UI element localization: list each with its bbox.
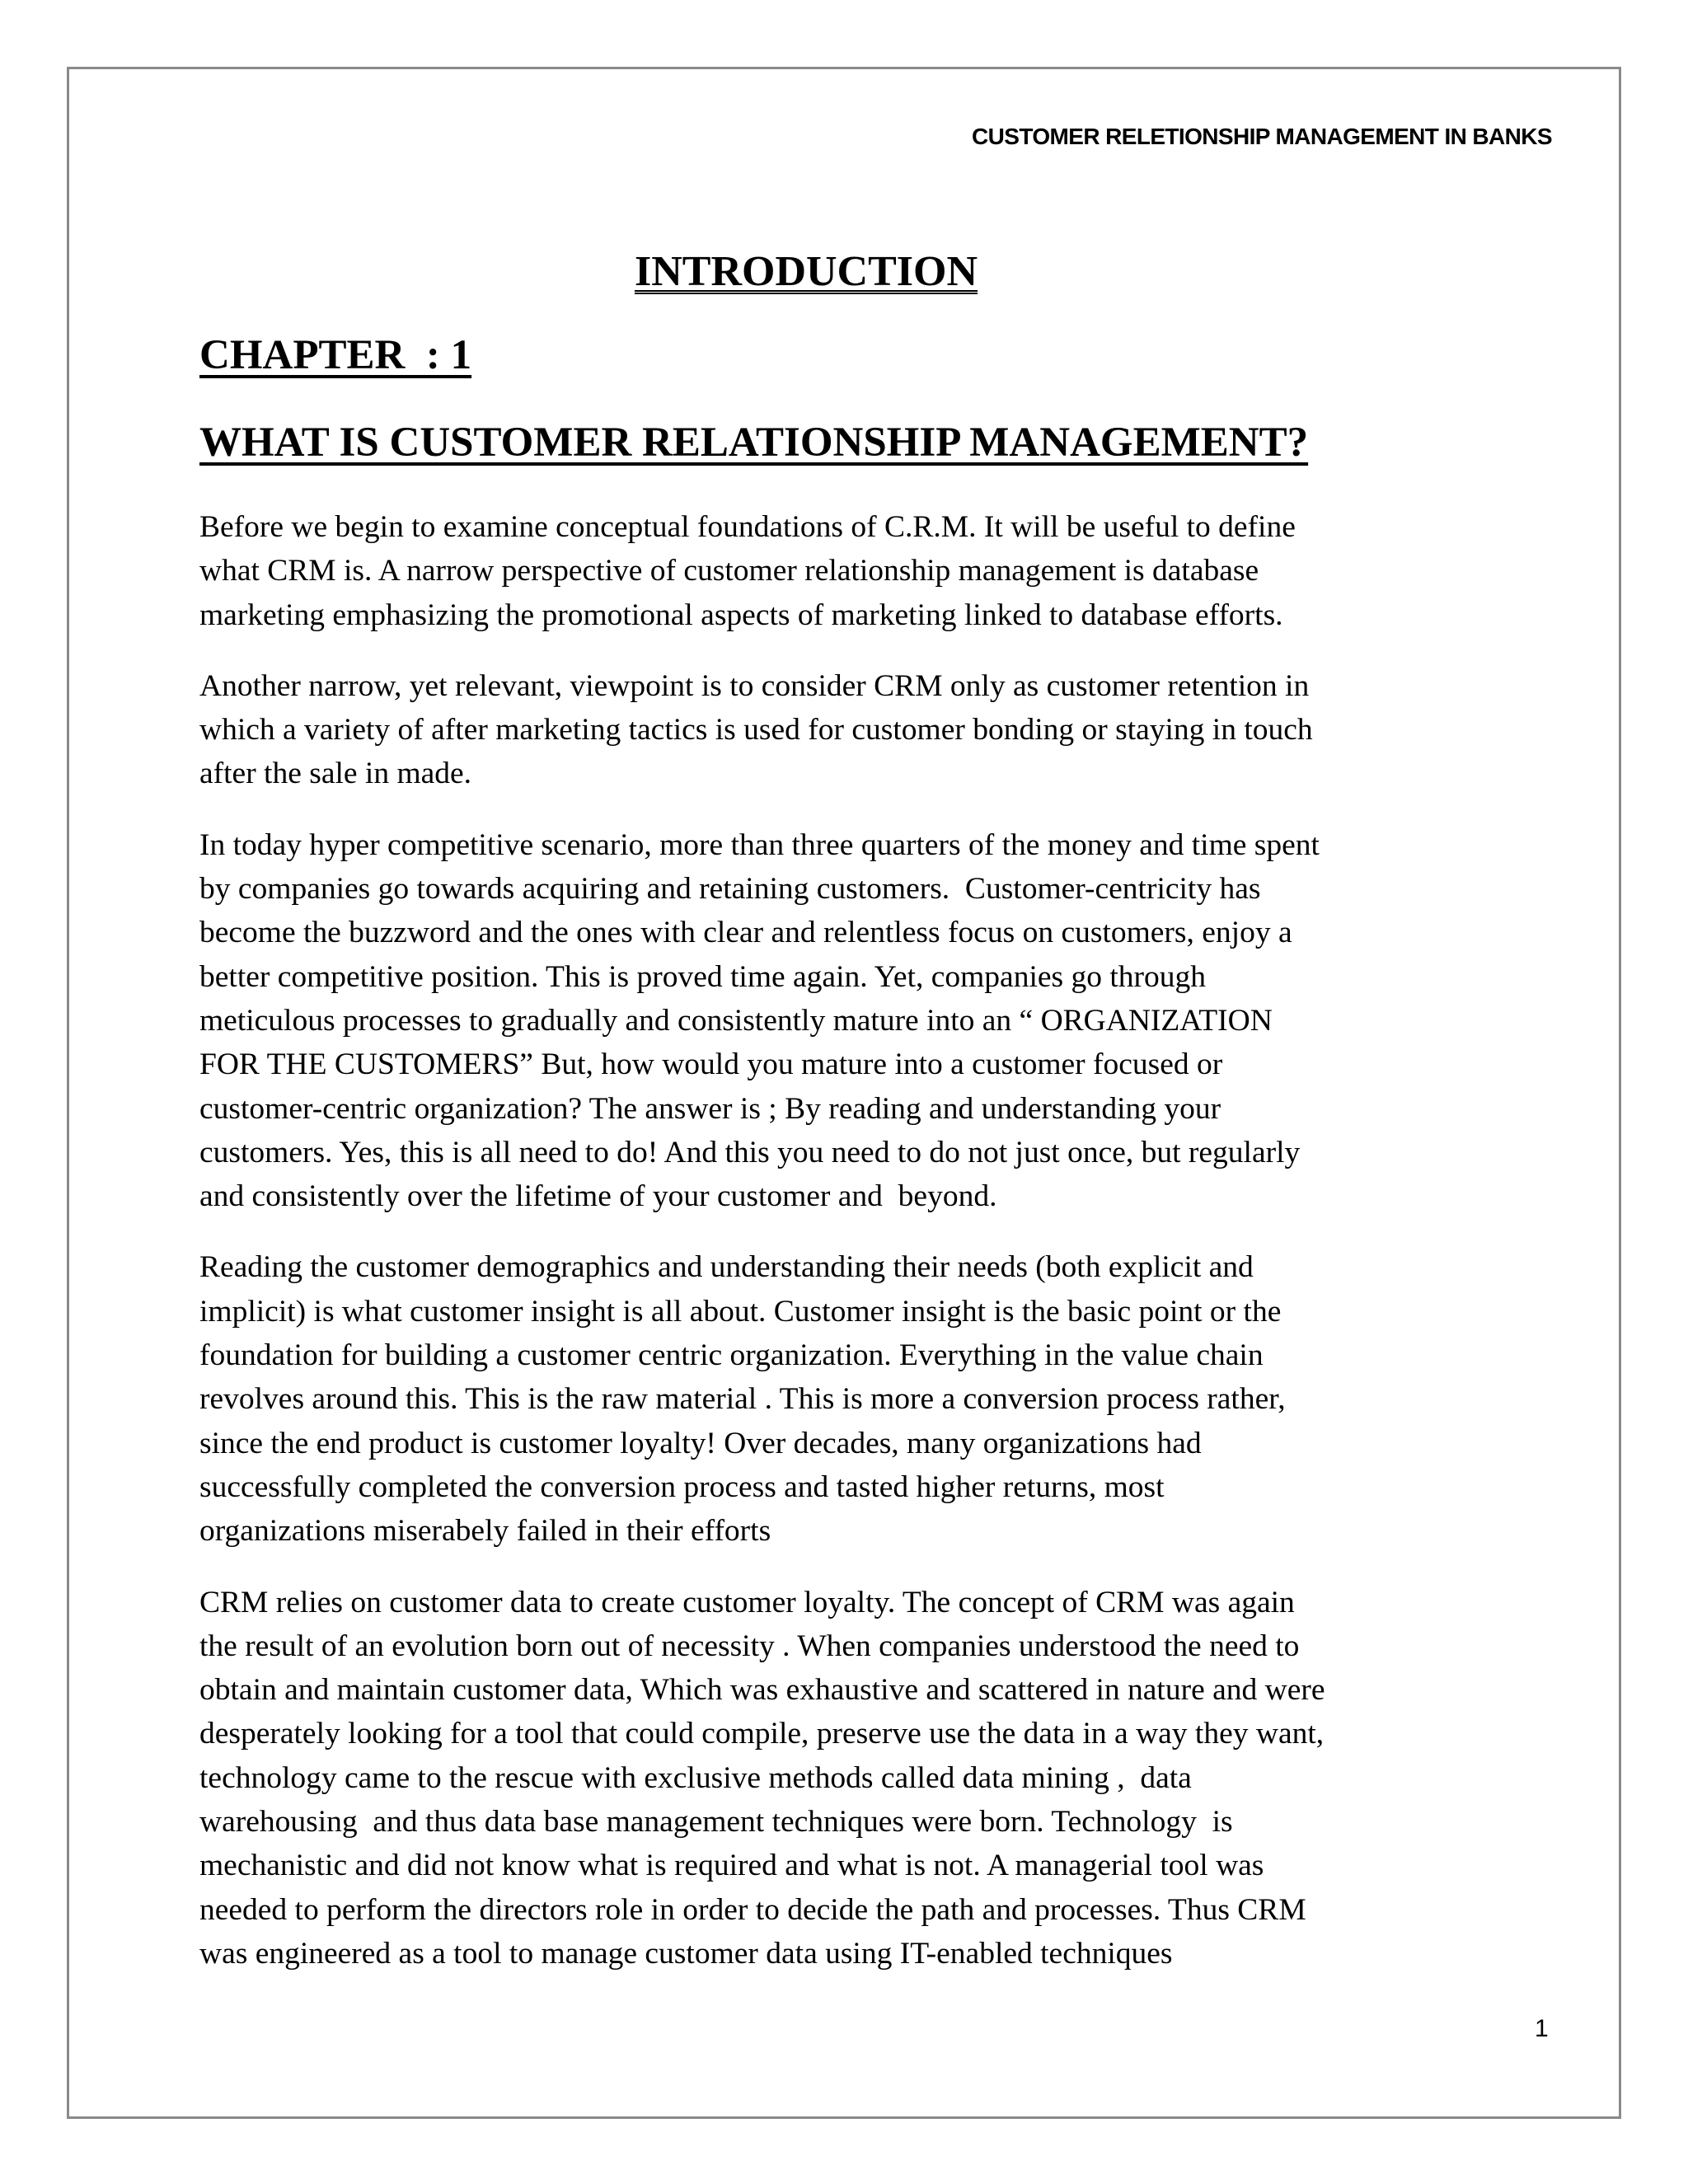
text-line: needed to perform the directors role in order to decide the path and processes. Thus CRM <box>199 1892 1306 1927</box>
text-line: Before we begin to examine conceptual foundations of C.R.M. It will be useful to define <box>199 510 1296 544</box>
text-line: since the end product is customer loyalty! Over decades, many organizations had <box>199 1426 1202 1460</box>
text-line: customers. Yes, this is all need to do! And this you need to do not just once, but regularly <box>199 1135 1301 1169</box>
paragraph <box>199 1245 1325 1553</box>
text-line: implicit) is what customer insight is all about. Customer insight is the basic point or the <box>199 1294 1282 1329</box>
text-line: FOR THE CUSTOMERS” But, how would you mature into a customer focused or <box>199 1047 1223 1082</box>
text-line: was engineered as a tool to manage customer data using IT-enabled techniques <box>199 1936 1173 1971</box>
text-line: which a variety of after marketing tactics is used for customer bonding or staying in touch <box>199 713 1313 748</box>
title-text: INTRODUCTION <box>634 248 978 295</box>
text-line: foundation for building a customer centric organization. Everything in the value chain <box>199 1338 1264 1373</box>
text-line: what CRM is. A narrow perspective of customer relationship management is database <box>199 554 1259 588</box>
text-line: after the sale in made. <box>199 757 472 791</box>
body-text <box>199 505 1325 2003</box>
text-line: mechanistic and did not know what is required and what is not. A managerial tool was <box>199 1849 1264 1883</box>
running-header: CUSTOMER RELETIONSHIP MANAGEMENT IN BANKS <box>972 124 1552 149</box>
text-line: CRM relies on customer data to create customer loyalty. The concept of CRM was again <box>199 1585 1295 1619</box>
text-line: revolves around this. This is the raw material . This is more a conversion process rather, <box>199 1382 1286 1417</box>
paragraph <box>199 823 1325 1219</box>
text-line: by companies go towards acquiring and retaining customers. Customer-centricity has <box>199 872 1261 907</box>
chapter-heading: CHAPTER : 1 <box>199 332 472 378</box>
paragraph <box>199 664 1325 796</box>
text-line: better competitive position. This is proved time again. Yet, companies go through <box>199 959 1207 994</box>
page-title <box>0 247 1612 296</box>
text-line: In today hyper competitive scenario, more than three quarters of the money and time spent <box>199 827 1320 862</box>
text-line: organizations miserabely failed in their efforts <box>199 1514 771 1549</box>
section-heading: WHAT IS CUSTOMER RELATIONSHIP MANAGEMENT? <box>199 419 1309 466</box>
text-line: and consistently over the lifetime of your customer and beyond. <box>199 1179 997 1214</box>
text-line: Reading the customer demographics and understanding their needs (both explicit and <box>199 1250 1254 1285</box>
text-line: meticulous processes to gradually and consistently mature into an “ ORGANIZATION <box>199 1003 1273 1038</box>
text-line: desperately looking for a tool that could compile, preserve use the data in a way they want, <box>199 1717 1325 1751</box>
text-line: customer-centric organization? The answer is ; By reading and understanding your <box>199 1091 1221 1126</box>
text-line: marketing emphasizing the promotional aspects of marketing linked to database efforts. <box>199 598 1283 632</box>
text-line: the result of an evolution born out of necessity . When companies understood the need to <box>199 1629 1300 1663</box>
paragraph <box>199 1581 1325 1976</box>
text-line: Another narrow, yet relevant, viewpoint is to consider CRM only as customer retention in <box>199 668 1310 703</box>
text-line: obtain and maintain customer data, Which was exhaustive and scattered in nature and were <box>199 1673 1325 1708</box>
paragraph <box>199 505 1325 637</box>
page-number: 1 <box>1535 2015 1549 2042</box>
text-line: successfully completed the conversion process and tasted higher returns, most <box>199 1469 1165 1504</box>
text-line: warehousing and thus data base management techniques were born. Technology is <box>199 1805 1233 1840</box>
text-line: technology came to the rescue with exclusive methods called data mining , data <box>199 1760 1192 1795</box>
text-line: become the buzzword and the ones with clear and relentless focus on customers, enjoy a <box>199 916 1292 950</box>
